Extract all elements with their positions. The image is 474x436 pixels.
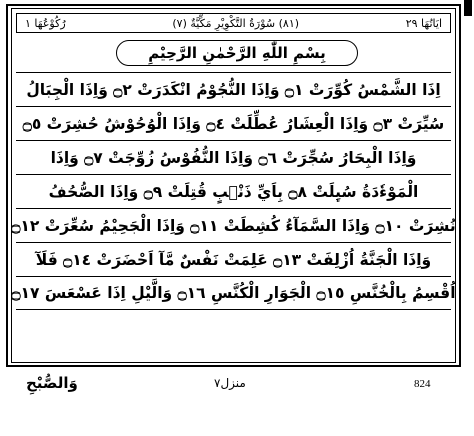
- surah-title: (٨١) سُوْرَةُ التَّكْوِيْرِ مَكِّيَّةٌ (٧): [172, 16, 300, 30]
- page-footer: [0, 372, 474, 402]
- surah-header: [16, 13, 451, 33]
- page-number: 824: [414, 378, 431, 390]
- catchword: وَالصُّبْحِ: [26, 374, 78, 392]
- verse-line: وَاِذَا الْجَنَّةُ اُزْلِفَتْ ۝١٣ عَلِمَتْ نَفْسٌ مَّآ اَحْضَرَتْ ۝١٤ فَلَآ: [16, 242, 451, 276]
- verse-lines: [11, 72, 456, 310]
- verse-line: نُشِرَتْ ۝١٠ وَاِذَا السَّمَآءُ كُشِطَتْ ۝١١ وَاِذَا الْجَحِيْمُ سُعِّرَتْ ۝١٢: [16, 208, 451, 242]
- verse-line: سُيِّرَتْ ۝٣ وَاِذَا الْعِشَارُ عُطِّلَتْ ۝٤ وَاِذَا الْوُحُوْشُ حُشِرَتْ ۝٥: [16, 106, 451, 140]
- ruku-count: رُكُوْعُهَا ١: [25, 16, 66, 30]
- manzil-label: منزل۷: [214, 376, 246, 390]
- bismillah-text: بِسْمِ اللّٰهِ الرَّحْمٰنِ الرَّحِيْمِ: [148, 44, 326, 62]
- bismillah: [116, 40, 358, 66]
- corner-mark: [464, 0, 472, 16]
- verse-line: الْمَوْءٗدَةُ سُىِٕلَتْ ۝٨ بِاَيِّ ذَنْۢبٍ قُتِلَتْ ۝٩ وَاِذَا الصُّحُفُ: [16, 174, 451, 208]
- verse-line: اُقْسِمُ بِالْخُنَّسِ ۝١٥ الْجَوَارِ الْكُنَّسِ ۝١٦ وَالَّيْلِ اِذَا عَسْعَسَ ۝١٧: [16, 276, 451, 310]
- ayat-count: ايَاتُهَا ٢٩: [405, 16, 442, 30]
- verse-line: اِذَا الشَّمْسُ كُوِّرَتْ ۝١ وَاِذَا النُّجُوْمُ انْكَدَرَتْ ۝٢ وَاِذَا الْجِبَالُ: [16, 72, 451, 106]
- verse-line: وَاِذَا الْبِحَارُ سُجِّرَتْ ۝٦ وَاِذَا النُّفُوْسُ زُوِّجَتْ ۝٧ وَاِذَا: [16, 140, 451, 174]
